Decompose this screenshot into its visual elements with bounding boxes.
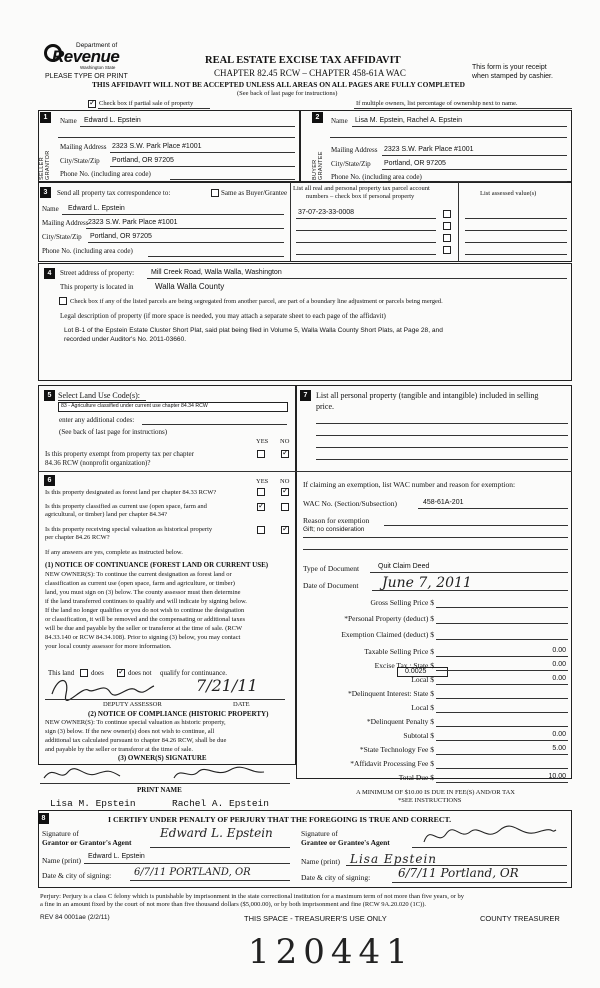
treasurer-space-label: THIS SPACE - TREASURER'S USE ONLY	[244, 914, 387, 923]
receipt-note-2: when stamped by cashier.	[472, 73, 553, 80]
owner-signature-label: (3) OWNER(S) SIGNATURE	[118, 754, 207, 762]
exempt-question-1: Is this property exempt from property tax per chapter	[45, 450, 194, 458]
section-number-3: 3	[40, 187, 51, 198]
grantee-signature	[420, 822, 560, 848]
treasurer-stamp-number: 120441	[248, 932, 414, 972]
fee-row-label: Total Due $	[398, 773, 434, 782]
print-name-label: PRINT NAME	[137, 786, 182, 794]
fee-row-label: *Delinquent Penalty $	[366, 717, 434, 726]
parcel-number-1[interactable]: 37-07-23-33-0008	[298, 209, 355, 216]
exempt-no-checkbox[interactable]	[281, 450, 289, 458]
s5-see-back: (See back of last page for instructions)	[59, 428, 168, 436]
seller-phone-label: Phone No. (including area code)	[60, 170, 151, 178]
s5-yes-header: YES	[256, 438, 269, 445]
grantor-sig-label-1: Signature of	[42, 829, 79, 838]
assessor-date: 7/21/11	[196, 676, 258, 695]
same-as-buyer-checkbox[interactable]	[211, 189, 219, 197]
current-use-no-checkbox[interactable]	[281, 503, 289, 511]
rate-value[interactable]: 0.0025	[405, 668, 427, 675]
historic-no-checkbox[interactable]	[281, 526, 289, 534]
seller-mail[interactable]: 2323 S.W. Park Place #1001	[112, 143, 202, 150]
fee-row-label: Local $	[411, 703, 434, 712]
historic-yes-checkbox[interactable]	[257, 526, 265, 534]
s3-mail-label: Mailing Address	[42, 219, 89, 227]
logo-word: Revenue	[52, 47, 120, 66]
doc-date-label: Date of Document	[303, 581, 359, 590]
fee-row-label: *State Technology Fee $	[359, 745, 434, 754]
grantor-date-city[interactable]: 6/7/11 PORTLAND, OR	[134, 867, 251, 878]
minimum-due-notice: A MINIMUM OF $10.00 IS DUE IN FEE(S) AND/OR TAX	[356, 789, 515, 796]
partial-sale-label: Check box if partial sale of property	[99, 100, 194, 107]
fee-row-value[interactable]: 5.00	[552, 745, 566, 752]
parcel-2-personal-checkbox[interactable]	[443, 222, 451, 230]
fee-row-label: *Delinquent Interest: State $	[347, 689, 434, 698]
seller-side-label: SELLER GRANTOR	[39, 150, 51, 180]
form-chapter: CHAPTER 82.45 RCW – CHAPTER 458-61A WAC	[214, 68, 406, 78]
fee-row-label: Local $	[411, 675, 434, 684]
s3-city[interactable]: Portland, OR 97205	[90, 233, 152, 240]
does-label: does	[91, 669, 104, 677]
certify-statement: I CERTIFY UNDER PENALTY OF PERJURY THAT THE FOREGOING IS TRUE AND CORRECT.	[108, 815, 452, 824]
notice-continuance-line-3: land, you must sign on (3) below. The county assessor must then determine	[45, 589, 241, 596]
grantor-sig-label-2: Grantor or Grantor's Agent	[42, 838, 132, 847]
s6-no-header: NO	[280, 478, 290, 485]
grantor-date-city-label: Date & city of signing:	[42, 871, 112, 880]
historic-question-2: per chapter 84.26 RCW?	[45, 534, 110, 541]
fee-row-value[interactable]: 0.00	[552, 661, 566, 668]
section-number-5: 5	[44, 390, 55, 401]
fee-row-value[interactable]: 0.00	[552, 647, 566, 654]
doc-type-label: Type of Document	[303, 564, 360, 573]
notice-continuance-title: (1) NOTICE OF CONTINUANCE (FOREST LAND OR CURRENT USE)	[45, 561, 269, 569]
street-address[interactable]: Mill Creek Road, Walla Walla, Washington	[151, 269, 282, 276]
notice-compliance-line-3: additional tax calculated pursuant to chapter 84.26 RCW, shall be due	[45, 737, 227, 744]
exemption-label: If claiming an exemption, list WAC number and reason for exemption:	[303, 480, 516, 489]
multiple-owners-note: If multiple owners, list percentage of ownership next to name.	[356, 100, 518, 107]
notice-continuance-line-1: NEW OWNER(S): To continue the current designation as forest land or	[45, 571, 232, 578]
seller-city-label: City/State/Zip	[60, 157, 100, 165]
s5-no-header: NO	[280, 438, 290, 445]
buyer-side-label: BUYER GRANTEE	[312, 151, 324, 180]
notice-continuance-line-2: classification as current use (open space, farm and agriculture, or timber)	[45, 580, 235, 587]
notice-continuance-line-7: will be due and payable by the seller or transferor at the time of sale. (RCW	[45, 625, 243, 632]
notice-continuance-line-6: or classification, it will be removed and the compensating or additional taxes	[45, 616, 245, 623]
notice-compliance-line-2: sign (3) below. If the new owner(s) does not wish to continue, all	[45, 728, 215, 735]
street-label: Street address of property:	[60, 269, 135, 277]
parcel-header-2: numbers – check box if personal property	[306, 193, 415, 200]
historic-question-1: Is this property receiving special valuation as historical property	[45, 526, 213, 533]
section-number-4: 4	[44, 268, 55, 279]
personal-property-label-2: price.	[316, 402, 334, 411]
segregated-label: Check box if any of the listed parcels are being segregated from another parcel, are part of a boundary line adjustment or parcels being merged.	[70, 298, 443, 305]
land-use-label: Select Land Use Code(s):	[58, 391, 140, 400]
located-county[interactable]: Walla Walla County	[155, 282, 225, 291]
current-use-question-2: agricultural, or timber) land per chapter 84.34?	[45, 511, 168, 518]
property-section	[38, 263, 572, 381]
exempt-yes-checkbox[interactable]	[257, 450, 265, 458]
fee-row-value[interactable]: 0.00	[552, 731, 566, 738]
notice-compliance-line-4: and payable by the seller or transferor at the time of sale.	[45, 746, 193, 753]
buyer-name[interactable]: Lisa M. Epstein, Rachel A. Epstein	[355, 117, 462, 124]
grantee-name-label: Name (print)	[301, 857, 340, 866]
receipt-note-1: This form is your receipt	[472, 64, 547, 71]
assessor-signature	[48, 672, 158, 702]
exempt-question-2: 84.36 RCW (nonprofit organization)?	[45, 459, 151, 467]
notice-compliance-title: (2) NOTICE OF COMPLIANCE (HISTORIC PROPERTY)	[88, 710, 269, 718]
seller-name-label: Name	[60, 117, 77, 125]
s3-city-label: City/State/Zip	[42, 233, 82, 241]
buyer-name-label: Name	[331, 117, 348, 125]
doc-type[interactable]: Quit Claim Deed	[378, 563, 430, 570]
current-use-yes-checkbox[interactable]	[257, 503, 265, 511]
buyer-mail[interactable]: 2323 S.W. Park Place #1001	[384, 146, 474, 153]
assessed-header: List assessed value(s)	[480, 190, 537, 197]
exemption-reason[interactable]: Gift; no consideration	[303, 526, 365, 533]
notice-compliance-line-1: NEW OWNER(S): To continue special valuation as historic property,	[45, 719, 226, 726]
logo-dept-text: Department of	[76, 42, 118, 49]
fee-row-label: Gross Selling Price $	[370, 598, 434, 607]
grantee-name-print[interactable]: Lisa Epstein	[350, 852, 438, 866]
fee-row-label: Subtotal $	[403, 731, 434, 740]
section-number-8: 8	[38, 813, 49, 824]
this-land-label: This land	[48, 669, 75, 677]
seller-city[interactable]: Portland, OR 97205	[112, 157, 174, 164]
s6-yes-header: YES	[256, 478, 269, 485]
notice-continuance-line-5: If the land no longer qualifies or you do not wish to continue the designation	[45, 607, 245, 614]
seller-mail-label: Mailing Address	[60, 143, 107, 151]
qualify-label: qualify for continuance.	[160, 669, 228, 677]
perjury-notice-2: a fine in an amount fixed by the court of not more than five thousand dollars ($5,000.00), or by both imprisonment and fine (RCW 9A.20.020 (1C)).	[40, 901, 427, 908]
please-type: PLEASE TYPE OR PRINT	[45, 73, 128, 80]
seller-name[interactable]: Edward L. Epstein	[84, 117, 141, 124]
grantor-name-label: Name (print)	[42, 856, 81, 865]
parcel-header-1: List all real and personal property tax parcel account	[293, 185, 430, 192]
same-as-buyer-label: Same as Buyer/Grantee	[221, 189, 288, 197]
grantee-date-city-label: Date & city of signing:	[301, 873, 371, 882]
parcel-4-personal-checkbox[interactable]	[443, 246, 451, 254]
section-number-2: 2	[312, 112, 323, 123]
if-yes-instruction: If any answers are yes, complete as instructed below.	[45, 549, 183, 556]
located-label: This property is located in	[60, 283, 134, 291]
legal-description-line-2[interactable]: recorded under Auditor's No. 2011-03660.	[64, 336, 187, 343]
form-title: REAL ESTATE EXCISE TAX AFFIDAVIT	[205, 55, 401, 66]
notice-continuance-line-4: if the land transferred continues to qualify and will indicate by signing below.	[45, 598, 247, 605]
fee-row-label: Excise Tax : State $	[374, 661, 434, 670]
segregated-checkbox[interactable]	[59, 297, 67, 305]
does-not-label: does not	[128, 669, 152, 677]
s3-mail[interactable]: 2323 S.W. Park Place #1001	[88, 219, 178, 226]
notice-continuance-line-9: your local county assessor for more information.	[45, 643, 172, 650]
grantor-signature: Edward L. Epstein	[160, 826, 273, 840]
grantee-date-city[interactable]: 6/7/11 Portland, OR	[398, 866, 519, 880]
fee-row-value[interactable]: 0.00	[552, 675, 566, 682]
perjury-notice-1: Perjury: Perjury is a class C felony which is punishable by imprisonment in the state correctional institution for a maximum term of not more than five years, or by	[40, 893, 465, 900]
grantee-sig-label-2: Grantee or Grantee's Agent	[301, 838, 390, 847]
fee-row-label: Taxable Selling Price $	[364, 647, 434, 656]
county-treasurer-label: COUNTY TREASURER	[480, 914, 560, 923]
deputy-assessor-label: DEPUTY ASSESSOR	[103, 701, 162, 708]
send-correspondence-label: Send all property tax correspondence to:	[57, 189, 171, 197]
additional-codes-label: enter any additional codes:	[59, 416, 135, 424]
see-back-instructions: (See back of last page for instructions)	[237, 90, 338, 97]
partial-sale-checkbox[interactable]	[88, 100, 96, 108]
forest-yes-checkbox[interactable]	[257, 488, 265, 496]
parcel-1-personal-checkbox[interactable]	[443, 210, 451, 218]
parcel-3-personal-checkbox[interactable]	[443, 234, 451, 242]
print-name-2[interactable]: Rachel A. Epstein	[172, 798, 269, 809]
print-name-1[interactable]: Lisa M. Epstein	[50, 798, 136, 809]
fee-row-label: *Affidavit Processing Fee $	[350, 759, 434, 768]
see-instructions: *SEE INSTRUCTIONS	[398, 797, 462, 804]
grantee-sig-label-1: Signature of	[301, 829, 338, 838]
wac-number[interactable]: 458-61A-201	[423, 499, 464, 506]
logo-sub: Washington State	[80, 65, 116, 70]
legal-description-line-1[interactable]: Lot B-1 of the Epstein Estate Cluster Short Plat, said plat being filed in Volume 5, Walla Walla County Short Plats, at Page 28, and	[64, 327, 443, 334]
s3-name-label: Name	[42, 205, 59, 213]
forest-no-checkbox[interactable]	[281, 488, 289, 496]
legal-description-label: Legal description of property (if more space is needed, you may attach a separate sheet to each page of the affidavit)	[60, 312, 386, 320]
completeness-warning: THIS AFFIDAVIT WILL NOT BE ACCEPTED UNLESS ALL AREAS ON ALL PAGES ARE FULLY COMPLETED	[92, 80, 465, 89]
section-number-6: 6	[44, 475, 55, 486]
form-revision: REV 84 0001ae (2/2/11)	[40, 914, 110, 921]
assessor-date-label: DATE	[233, 701, 250, 708]
fee-row-value[interactable]: 10.00	[548, 773, 566, 780]
reason-label: Reason for exemption	[303, 516, 370, 525]
section-number-1: 1	[40, 112, 51, 123]
buyer-mail-label: Mailing Address	[331, 146, 378, 154]
grantor-name-print[interactable]: Edward L. Epstein	[88, 853, 145, 860]
doc-date[interactable]: June 7, 2011	[382, 575, 472, 591]
fee-row-label: Exemption Claimed (deduct) $	[341, 630, 434, 639]
personal-property-label-1: List all personal property (tangible and intangible) included in selling	[316, 391, 539, 400]
section-number-7: 7	[300, 390, 311, 401]
s3-name[interactable]: Edward L. Epstein	[68, 205, 125, 212]
buyer-city[interactable]: Portland, OR 97205	[384, 160, 446, 167]
forest-land-question: Is this property designated as forest land per chapter 84.33 RCW?	[45, 489, 217, 496]
s3-phone-label: Phone No. (including area code)	[42, 247, 133, 255]
buyer-phone-label: Phone No. (including area code)	[331, 173, 422, 181]
notice-continuance-line-8: 84.33.140 or RCW 84.34.108). Prior to signing (3) below, you may contact	[45, 634, 241, 641]
buyer-city-label: City/State/Zip	[331, 160, 371, 168]
land-use-value: 83 - Agriculture classified under current use chapter 84.34 RCW	[61, 403, 208, 409]
wac-label: WAC No. (Section/Subsection)	[303, 499, 397, 508]
current-use-question-1: Is this property classified as current use (open space, farm and	[45, 503, 207, 510]
fee-row-label: *Personal Property (deduct) $	[344, 614, 434, 623]
